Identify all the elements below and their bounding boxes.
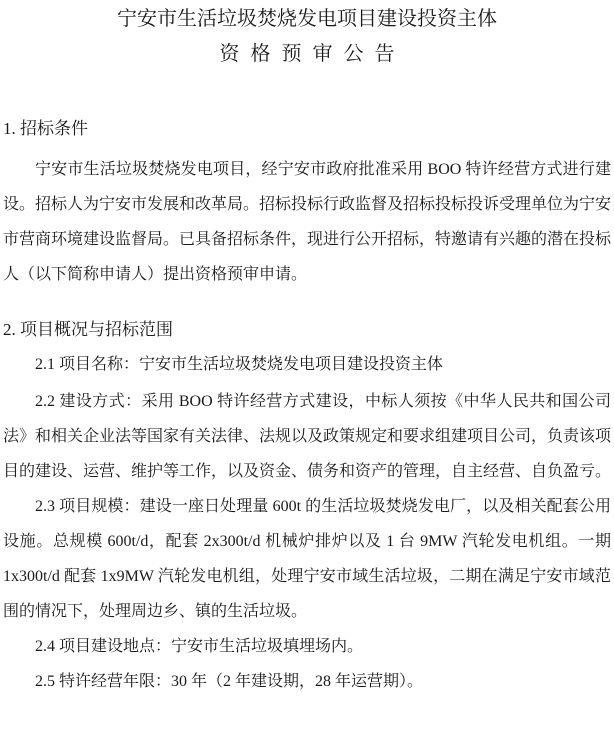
- paragraph-project-location: 2.4 项目建设地点：宁安市生活垃圾填埋场内。: [35, 638, 364, 655]
- section-heading-project-overview: 2. 项目概况与招标范围: [3, 320, 173, 339]
- paragraph-bidding-conditions: 宁安市生活垃圾焚烧发电项目，经宁安市政府批准采用 BOO 特许经营方式进行建设。招标人为宁安市发展和改革局。招标投标行政监督及招标投标投诉受理单位为宁安市营商环境建设监督局。已具备招标条件，现进行公开招标，特邀请有兴趣的潜在投标人（以下简称申请人）提出资格预审申请。: [3, 161, 612, 283]
- section-heading-bidding-conditions: 1. 招标条件: [3, 119, 88, 138]
- paragraph-project-scale: 2.3 项目规模：建设一座日处理量 600t 的生活垃圾焚烧发电厂，以及相关配套公用设施。总规模 600t/d，配套 2x300t/d 机械炉排炉以及 1 台 9MW 汽轮发电机组。一期 1x300t/d 配套 1x9MW 汽轮发电机组，处理宁安市域生活垃圾，二期在满足宁安市域范围的情况下，处理周边乡、镇的生活垃圾。: [3, 498, 611, 620]
- paragraph-concession-period: 2.5 特许经营年限：30 年（2 年建设期，28 年运营期）。: [35, 673, 424, 690]
- paragraph-construction-mode: 2.2 建设方式：采用 BOO 特许经营方式建设，中标人须按《中华人民共和国公司法》和相关企业法等国家有关法律、法规以及政策规定和要求组建项目公司，负责该项目的建设、运营、维护等工作，以及资金、债务和资产的管理，自主经营、自负盈亏。: [3, 393, 612, 480]
- document-title-line1: 宁安市生活垃圾焚烧发电项目建设投资主体: [117, 8, 497, 30]
- document-title-line2: 资格预审公告: [219, 43, 406, 65]
- paragraph-project-name: 2.1 项目名称：宁安市生活垃圾焚烧发电项目建设投资主体: [35, 356, 444, 373]
